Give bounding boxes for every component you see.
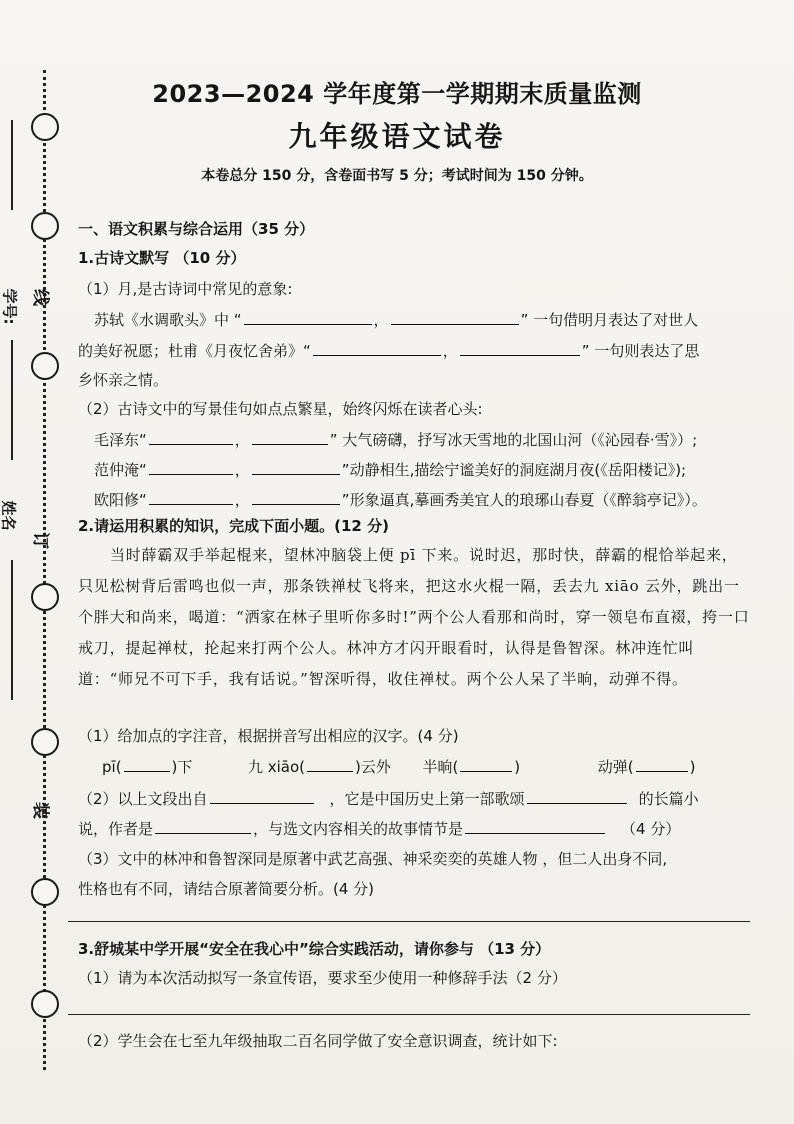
q3-sub1: （1）请为本次活动拟写一条宣传语，要求至少使用一种修辞手法（2 分） (78, 969, 567, 987)
answer-blank[interactable] (460, 339, 580, 356)
q1-part1-intro: （1）月,是古诗词中常见的意象: (78, 280, 293, 298)
answer-blank[interactable] (391, 308, 519, 325)
q2-sub1: （1）给加点的字注音，根据拼音写出相应的汉字。(4 分) (78, 727, 459, 745)
answer-blank[interactable] (149, 428, 233, 445)
answer-blank[interactable] (465, 817, 605, 834)
binding-hole-circle (31, 212, 59, 240)
q2-sub2-line2: 说，作者是 ，与选文内容相关的故事情节是 （4 分） (78, 817, 680, 839)
margin-label-ding: 订 (30, 532, 50, 549)
question-1-title: 1.古诗文默写 （10 分） (78, 249, 246, 267)
answer-blank[interactable] (313, 339, 441, 356)
margin-fill-line (11, 560, 13, 700)
binding-hole-circle (31, 352, 59, 380)
exam-title: 2023—2024 学年度第一学期期末质量监测 (152, 80, 642, 108)
answer-line[interactable] (68, 921, 750, 922)
q1-part2-line2: 范仲淹“ ， ”动静相生,描绘宁谧美好的洞庭湖月夜(《岳阳楼记》); (94, 458, 686, 480)
binding-hole-circle (31, 878, 59, 906)
question-3-title: 3.舒城某中学开展“安全在我心中”综合实践活动，请你参与 （13 分） (78, 940, 551, 958)
answer-blank[interactable] (252, 428, 328, 445)
answer-blank[interactable] (307, 755, 353, 772)
q1-part1-line2: 的美好祝愿；杜甫《月夜忆舍弟》“ ， ” 一句则表达了思 (78, 339, 699, 361)
question-2-title: 2.请运用积累的知识，完成下面小题。(12 分) (78, 517, 389, 535)
answer-blank[interactable] (527, 787, 627, 804)
answer-blank[interactable] (636, 755, 688, 772)
answer-blank[interactable] (244, 308, 372, 325)
q2-sub1-fills: pī( )下 九 xiāo( )云外 半晌( ) 动弹( ) (102, 755, 695, 777)
q2-sub3-line1: （3）文中的林冲和鲁智深同是原著中武艺高强、神采奕奕的英雄人物 ，但二人出身不同, (78, 850, 668, 868)
margin-label-xian: 线 (30, 289, 50, 306)
reading-passage (78, 540, 750, 695)
answer-blank[interactable] (155, 817, 251, 834)
passage-paragraph: 当时薛霸双手举起棍来，望林冲脑袋上便 pī 下来。说时迟，那时快，薛霸的棍恰举起来，只见松树背后雷鸣也似一声，那条铁禅杖飞将来，把这水火棍一隔，丢去九 xiāo 云外，跳出一个胖大和尚来，喝道：“洒家在林子里听你多时!”两个公人看那和尚时，穿一领皂布直裰，挎一口戒刀，提起禅杖，抡起来打两个公人。林冲方才闪开眼看时，认得是鲁智深。林冲连忙叫道：“师兄不可下手，我有话说。”智深听得，收住禅杖。两个公人呆了半晌，动弹不得。 (78, 546, 750, 688)
q1-part2-line3: 欧阳修“ ， ”形象逼真,摹画秀美宜人的琅琊山春夏（《醉翁亭记》）。 (94, 488, 707, 510)
answer-blank[interactable] (210, 787, 314, 804)
exam-subtitle: 九年级语文试卷 (288, 120, 506, 153)
answer-blank[interactable] (460, 755, 512, 772)
margin-label-name: 姓名 (0, 500, 18, 531)
q1-part1-line3: 乡怀亲之情。 (78, 371, 169, 389)
q3-sub2: （2）学生会在七至九年级抽取二百名同学做了安全意识调查，统计如下: (78, 1032, 558, 1050)
margin-label-zhuang: 装 (30, 802, 50, 819)
section-heading: 一、语文积累与综合运用（35 分） (78, 220, 315, 238)
answer-blank[interactable] (124, 755, 170, 772)
answer-blank[interactable] (252, 458, 340, 475)
q1-part2-intro: （2）古诗文中的写景佳句如点点繁星，始终闪烁在读者心头: (78, 400, 483, 418)
binding-hole-circle (31, 990, 59, 1018)
q2-sub2-line1: （2）以上文段出自 ，它是中国历史上第一部歌颂 的长篇小 (78, 787, 699, 809)
binding-hole-circle (31, 583, 59, 611)
answer-blank[interactable] (149, 488, 233, 505)
exam-note: 本卷总分 150 分，含卷面书写 5 分；考试时间为 150 分钟。 (201, 168, 593, 184)
q1-part1-line1: 苏轼《水调歌头》中 “ ， ” 一句借明月表达了对世人 (94, 308, 698, 330)
answer-blank[interactable] (149, 458, 233, 475)
q2-sub3-line2: 性格也有不同，请结合原著简要分析。(4 分) (78, 880, 375, 898)
margin-fill-line (11, 340, 13, 460)
margin-label-student-number: 学号: (0, 288, 19, 325)
answer-blank[interactable] (252, 488, 340, 505)
binding-hole-circle (31, 728, 59, 756)
q1-part2-line1: 毛泽东“ ， ” 大气磅礴，抒写冰天雪地的北国山河（《沁园春·雪》）; (94, 428, 697, 450)
answer-line[interactable] (68, 1014, 750, 1015)
